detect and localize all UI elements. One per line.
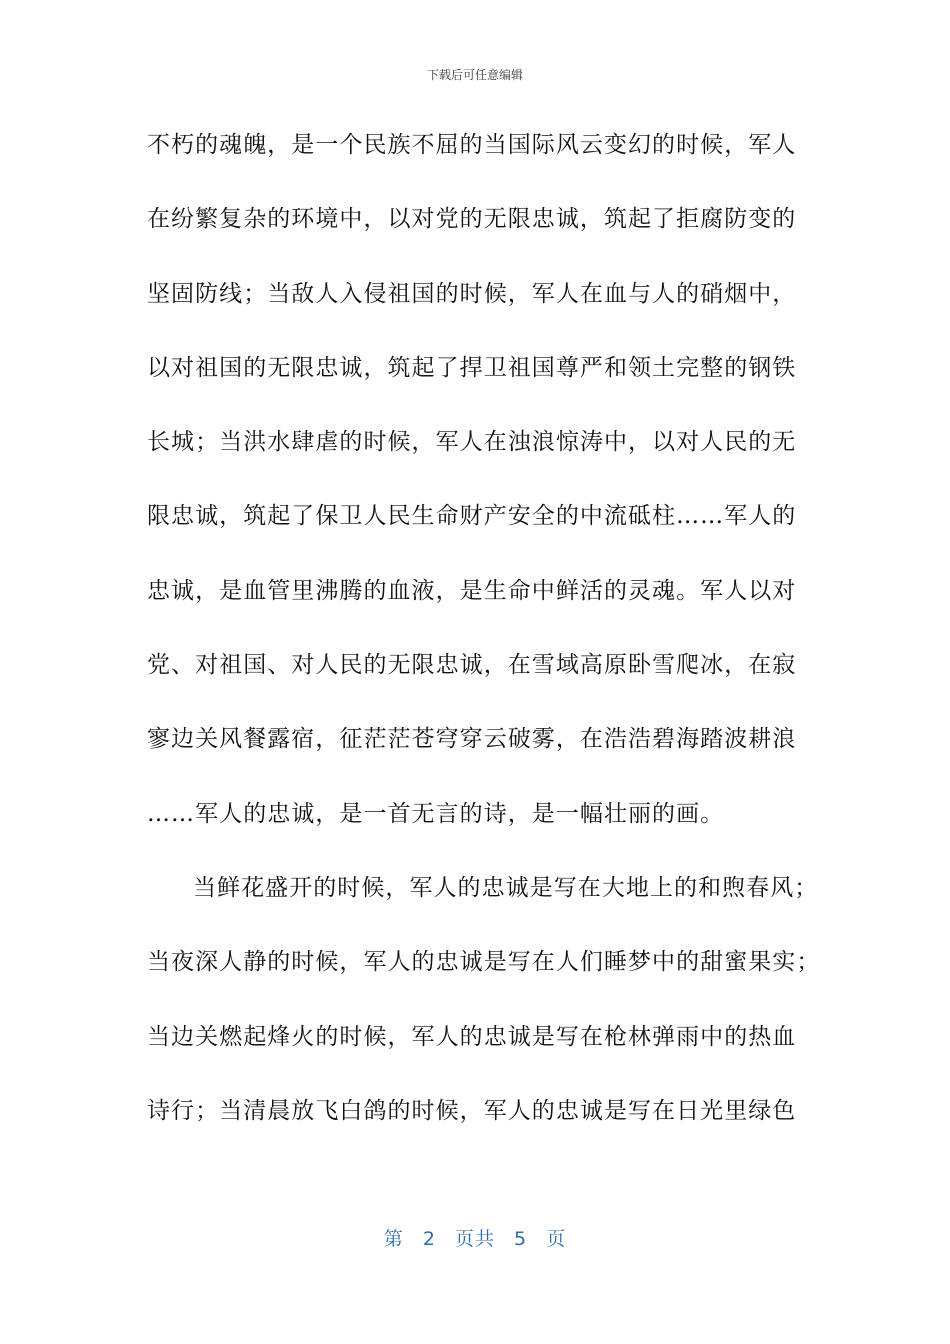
document-body [147,123,821,1163]
text-line: ……军人的忠诚，是一首无言的诗，是一幅壮丽的画。 [147,800,725,827]
text-line: 当边关燃起烽火的时候，军人的忠诚是写在枪林弹雨中的热血 [147,1023,797,1050]
paragraph-start-line: 当鲜花盛开的时候，军人的忠诚是写在大地上的和煦春风； [193,874,819,901]
header-note: 下载后可任意编辑 [426,68,523,82]
total-pages-number: 5 [514,1228,528,1250]
text-line: 忠诚，是血管里沸腾的血液，是生命中鲜活的灵魂。军人以对 [147,577,797,604]
text-line: 在纷繁复杂的环境中，以对党的无限忠诚，筑起了拒腐防变的 [147,206,797,233]
footer-prefix: 第 [383,1228,404,1250]
text-line: 党、对祖国、对人民的无限忠诚，在雪域高原卧雪爬冰，在寂 [147,652,797,679]
text-line: 诗行；当清晨放飞白鸽的时候，军人的忠诚是写在日光里绿色 [147,1097,797,1124]
text-line: 以对祖国的无限忠诚，筑起了捍卫祖国尊严和领土完整的钢铁 [147,354,797,381]
text-line: 当夜深人静的时候，军人的忠诚是写在人们睡梦中的甜蜜果实； [147,949,821,976]
footer-suffix: 页 [546,1228,567,1250]
footer-middle: 页共 [454,1228,495,1250]
text-line: 限忠诚，筑起了保卫人民生命财产安全的中流砥柱……军人的 [147,503,797,530]
text-line: 不朽的魂魄，是一个民族不屈的当国际风云变幻的时候，军人 [147,132,797,158]
page-number-footer [0,1224,950,1251]
text-line: 寥边关风餐露宿，征茫茫苍穹穿云破雾，在浩浩碧海踏波耕浪 [147,726,797,753]
current-page-number: 2 [422,1228,436,1250]
text-line: 长城；当洪水肆虐的时候，军人在浊浪惊涛中，以对人民的无 [147,429,797,456]
text-line: 坚固防线；当敌人入侵祖国的时候，军人在血与人的硝烟中， [147,280,797,307]
